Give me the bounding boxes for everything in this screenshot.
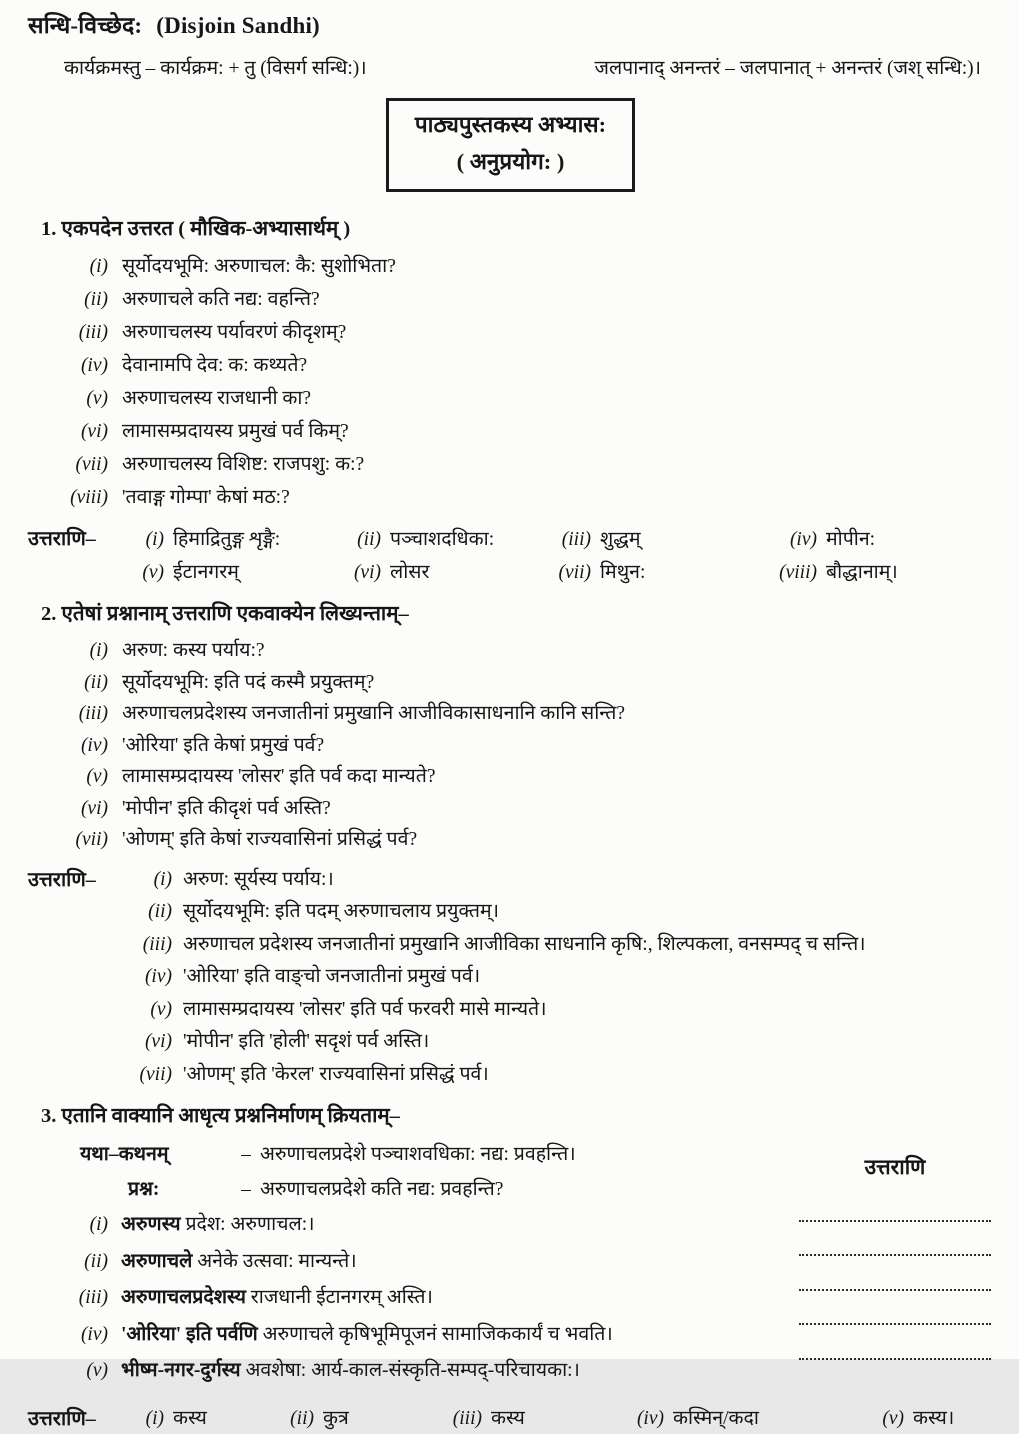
answer-item [120, 523, 337, 556]
question-row [28, 635, 993, 667]
question-row [28, 349, 993, 382]
answer-blank-line [799, 1325, 991, 1360]
hint-number: (ii) [290, 1407, 314, 1429]
question-text: अरुणाचले कति नद्य: वहन्ति? [122, 289, 320, 311]
answer-number: (v) [150, 998, 172, 1020]
answer-blank-line [799, 1291, 991, 1326]
answer-row [120, 896, 993, 929]
question-row [28, 793, 993, 825]
statement-text [121, 1244, 357, 1281]
question-number: (v) [86, 766, 108, 788]
answers-column-header: उत्तराणि [864, 1155, 926, 1180]
question-number: (i) [89, 256, 108, 278]
example-statement-label: यथा–कथनम् [80, 1144, 169, 1166]
answers-column [799, 1153, 991, 1360]
answer-row [120, 864, 993, 897]
answer-number: (iii) [561, 529, 591, 551]
answer-text: 'मोपीन' इति 'होली' सदृशं पर्व अस्ति। [183, 1031, 430, 1053]
question-text: देवानामपि देव: क: कथ्यते? [122, 355, 308, 377]
question-number: (i) [89, 640, 108, 662]
answer-number: (vi) [144, 1031, 172, 1053]
answer-number: (vi) [353, 562, 381, 584]
hint-text: कस्मिन्/कदा [673, 1407, 759, 1429]
answer-number: (viii) [779, 562, 817, 584]
question-number: (vii) [75, 454, 108, 476]
section-3-heading: 3. एतानि वाक्यानि आधृत्य प्रश्ननिर्माणम् क्रियताम्– [41, 1105, 400, 1128]
statement-number: (iv) [80, 1323, 108, 1345]
answer-number: (iv) [789, 529, 817, 551]
question-text: 'ओरिया' इति केषां प्रमुखं पर्व? [122, 734, 325, 756]
statement-lead: अरुणाचलप्रदेशस्य [121, 1287, 246, 1309]
answer-blank-line [799, 1256, 991, 1291]
section-3 [28, 1101, 993, 1390]
statement-rest: अनेके उत्सवा: मान्यन्ते। [197, 1250, 357, 1272]
section-2-heading: 2. एतेषां प्रश्नानाम् उत्तराणि एकवाक्येन लिख्यन्ताम्– [41, 603, 409, 626]
hint-number: (i) [145, 1407, 164, 1429]
statement-row [28, 1317, 828, 1354]
exercise-title-line1: पाठ्यपुस्तकस्य अभ्यास: [414, 112, 607, 137]
question-number: (v) [86, 388, 108, 410]
hint-item [860, 1404, 954, 1434]
answer-text: 'ओरिया' इति वाङ्चो जनजातीनां प्रमुखं पर्व। [183, 966, 481, 988]
section-1-questions [28, 250, 993, 514]
answer-text: शुद्धम् [600, 529, 641, 551]
question-number: (iv) [80, 355, 108, 377]
question-number: (iv) [80, 734, 108, 756]
question-row [28, 698, 993, 730]
question-text: अरुणाचलस्य पर्यावरणं कीदृशम्? [122, 322, 347, 344]
question-text: लामासम्प्रदायस्य प्रमुखं पर्व किम्? [122, 421, 349, 443]
question-row [28, 250, 993, 283]
question-number: (viii) [70, 487, 108, 509]
answer-text: लामासम्प्रदायस्य 'लोसर' इति पर्व फरवरी मासे मान्यते। [183, 998, 547, 1020]
statement-number: (v) [86, 1360, 108, 1382]
hint-item [620, 1404, 860, 1434]
section-1-answers [28, 523, 993, 589]
answer-row [120, 961, 993, 994]
answer-text: ईटानगरम् [173, 562, 239, 584]
question-text: अरुण: कस्य पर्याय:? [122, 640, 265, 662]
hint-text: कस्य [491, 1407, 525, 1429]
answer-item [773, 556, 993, 589]
hints-items [120, 1404, 954, 1434]
statement-lead: अरुणाचले [121, 1250, 193, 1272]
answer-number: (ii) [148, 901, 172, 923]
statement-text [121, 1317, 613, 1354]
answer-text: अरुण: सूर्यस्य पर्याय:। [183, 868, 334, 890]
answer-number: (i) [153, 868, 172, 890]
statement-row [28, 1207, 828, 1244]
question-row [28, 730, 993, 762]
question-text: 'ओणम्' इति केषां राज्यवासिनां प्रसिद्धं पर्व? [122, 829, 418, 851]
example-dash: – [241, 1179, 251, 1201]
hint-text: कुत्र [323, 1407, 349, 1429]
answer-number: (vii) [139, 1063, 172, 1085]
example-question-label: प्रश्न: [128, 1179, 160, 1201]
statement-rest: अवशेषा: आर्य-काल-संस्कृति-सम्पद्-परिचायका:। [245, 1360, 580, 1382]
hint-number: (iii) [452, 1407, 482, 1429]
answer-text: 'ओणम्' इति 'केरल' राज्यवासिनां प्रसिद्धं पर्व। [183, 1063, 489, 1085]
answer-text: लोसर [390, 562, 430, 584]
question-row [28, 316, 993, 349]
question-row [28, 415, 993, 448]
statement-row [28, 1280, 828, 1317]
question-row [28, 824, 993, 856]
hint-item [120, 1404, 270, 1434]
question-row [28, 283, 993, 316]
sandhi-example-left: कार्यक्रमस्तु – कार्यक्रम: + तु (विसर्ग सन्धि:)। [64, 58, 367, 79]
hint-number: (v) [882, 1407, 904, 1429]
question-text: सूर्योदयभूमि: इति पदं कस्मै प्रयुक्तम्? [122, 671, 375, 693]
question-number: (iii) [78, 322, 108, 344]
example-question-text: अरुणाचलप्रदेशे कति नद्य: प्रवहन्ति? [260, 1179, 504, 1201]
answer-blank-line [799, 1222, 991, 1257]
question-row [28, 481, 993, 514]
hints-label: उत्तराणि– [28, 1407, 96, 1430]
sandhi-examples [28, 53, 993, 80]
answer-text: सूर्योदयभूमि: इति पदम् अरुणाचलाय प्रयुक्तम्। [183, 901, 500, 923]
answer-number: (v) [142, 562, 164, 584]
question-row [28, 667, 993, 699]
section-3-hints [28, 1404, 993, 1434]
answer-text: हिमाद्रितुङ्ग शृङ्गै: [173, 529, 281, 551]
answer-text: मोपीन: [826, 529, 876, 551]
statement-number: (iii) [78, 1287, 108, 1309]
hint-item [438, 1404, 620, 1434]
statement-rest: प्रदेश: अरुणाचल:। [185, 1214, 315, 1236]
statement-lead: अरुणस्य [121, 1214, 181, 1236]
page-title-devanagari: सन्धि-विच्छेद: [28, 13, 143, 38]
answer-text: पञ्चाशदधिका: [390, 529, 495, 551]
statement-row [28, 1244, 828, 1281]
question-row [28, 382, 993, 415]
answer-text: अरुणाचल प्रदेशस्य जनजातीनां प्रमुखानि आजीविका साधनानि कृषि:, शिल्पकला, वनसम्पद् च सन्ति। [183, 933, 866, 955]
question-row [28, 448, 993, 481]
answers-label: उत्तराणि– [28, 528, 96, 551]
question-text: लामासम्प्रदायस्य 'लोसर' इति पर्व कदा मान्यते? [122, 766, 436, 788]
question-number: (ii) [84, 289, 108, 311]
answer-number: (iv) [144, 966, 172, 988]
answer-number: (iii) [142, 933, 172, 955]
question-number: (vi) [80, 421, 108, 443]
question-text: 'मोपीन' इति कीदृशं पर्व अस्ति? [122, 797, 331, 819]
question-text: सूर्योदयभूमि: अरुणाचल: कै: सुशोभिता? [122, 256, 396, 278]
question-text: अरुणाचलस्य राजधानी का? [122, 388, 312, 410]
answer-row [120, 929, 993, 962]
question-row [28, 761, 993, 793]
statement-lead: भीष्म-नगर-दुर्गस्य [121, 1360, 241, 1382]
question-text: अरुणाचलप्रदेशस्य जनजातीनां प्रमुखानि आजीविकासाधनानि कानि सन्ति? [122, 703, 626, 725]
answer-item [337, 556, 547, 589]
section-2-questions [28, 635, 993, 856]
answer-item [547, 556, 773, 589]
answer-number: (i) [145, 529, 164, 551]
statement-text [121, 1353, 580, 1390]
question-number: (ii) [84, 671, 108, 693]
question-text: 'तवाङ्ग गोम्पा' केषां मठ:? [122, 487, 290, 509]
hint-number: (iv) [636, 1407, 664, 1429]
statement-lead: 'ओरिया' इति पर्वणि [121, 1323, 258, 1345]
statement-text [121, 1207, 315, 1244]
statement-rest: राजधानी ईटानगरम् अस्ति। [250, 1287, 433, 1309]
section-1-heading: 1. एकपदेन उत्तरत ( मौखिक-अभ्यासार्थम् ) [41, 218, 351, 241]
answer-row [120, 1059, 993, 1092]
hint-text: कस्य। [913, 1407, 955, 1429]
question-number: (iii) [78, 703, 108, 725]
section-1-answers-grid [120, 523, 993, 589]
question-number: (vi) [80, 797, 108, 819]
hint-item [270, 1404, 438, 1434]
answer-text: मिथुन: [600, 562, 646, 584]
answer-text: बौद्धानाम्। [826, 562, 898, 584]
answer-blank-line [799, 1187, 991, 1222]
statement-row [28, 1353, 828, 1390]
answer-item [337, 523, 547, 556]
example-statement-text: अरुणाचलप्रदेशे पञ्चाशवधिका: नद्य: प्रवहन्ति। [260, 1144, 576, 1166]
answer-number: (ii) [357, 529, 381, 551]
page-title [28, 8, 993, 40]
answers-label: उत्तराणि– [28, 868, 96, 891]
statement-number: (ii) [84, 1250, 108, 1272]
question-text: अरुणाचलस्य विशिष्ट: राजपशु: क:? [122, 454, 365, 476]
question-number: (vii) [75, 829, 108, 851]
answer-item [547, 523, 773, 556]
section-2-answers [28, 864, 993, 1092]
page-title-english: (Disjoin Sandhi) [156, 13, 320, 38]
exercise-title-box [386, 98, 635, 192]
statement-text [121, 1280, 433, 1317]
section-2-answers-rows [120, 864, 993, 1092]
hint-text: कस्य [173, 1407, 207, 1429]
answer-item [773, 523, 993, 556]
answer-item [120, 556, 337, 589]
statement-rest: अरुणाचले कृषिभूमिपूजनं सामाजिककार्यं च भवति। [262, 1323, 613, 1345]
sandhi-example-right: जलपानाद् अनन्तरं – जलपानात् + अनन्तरं (जश् सन्धि:)। [594, 58, 981, 79]
exercise-title-line2: ( अनुप्रयोग: ) [456, 149, 565, 175]
answer-number: (vii) [558, 562, 591, 584]
answer-row [120, 1026, 993, 1059]
answer-row [120, 994, 993, 1027]
statement-number: (i) [89, 1214, 108, 1236]
example-dash: – [241, 1144, 251, 1166]
